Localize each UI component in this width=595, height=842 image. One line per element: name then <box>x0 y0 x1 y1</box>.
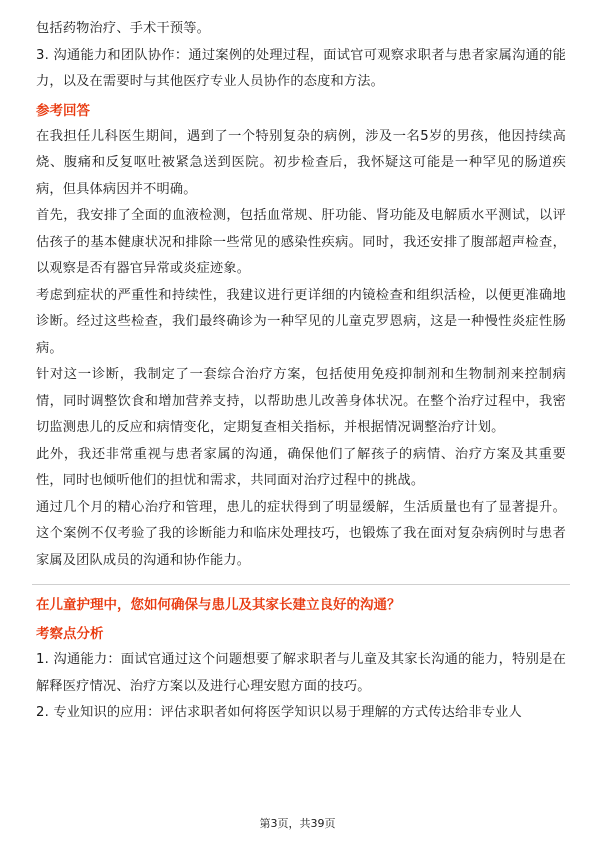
answer-paragraph: 此外，我还非常重视与患者家属的沟通，确保他们了解孩子的病情、治疗方案及其重要性，同时也倾听他们的担忧和需求，共同面对治疗过程中的挑战。 <box>36 446 566 488</box>
analysis-heading: 考察点分析 <box>36 626 104 642</box>
analysis-item: 2. 专业知识的应用：评估求职者如何将医学知识以易于理解的方式传达给非专业人 <box>36 705 522 720</box>
page-number: 第3页，共39页 <box>259 817 336 830</box>
answer-paragraph: 首先，我安排了全面的血液检测，包括血常规、肝功能、肾功能及电解质水平测试，以评估孩子的基本健康状况和排除一些常见的感染性疾病。同时，我还安排了腹部超声检查，以观察是否有器官异常或炎症迹象。 <box>36 208 566 276</box>
answer-heading: 参考回答 <box>36 102 90 119</box>
page-content <box>36 16 566 727</box>
question-title: 在儿童护理中，您如何确保与患儿及其家长建立良好的沟通？ <box>36 597 401 613</box>
analysis-item: 1. 沟通能力：面试官通过这个问题想要了解求职者与儿童及其家长沟通的能力，特别是在解释医疗情况、治疗方案以及进行心理安慰方面的技巧。 <box>36 652 566 694</box>
continued-line: 包括药物治疗、手术干预等。 <box>36 21 211 36</box>
answer-paragraph: 针对这一诊断，我制定了一套综合治疗方案，包括使用免疫抑制剂和生物制剂来控制病情，同时调整饮食和增加营养支持，以帮助患儿改善身体状况。在整个治疗过程中，我密切监测患儿的反应和病情变化，定期复查相关指标，并根据情况调整治疗计划。 <box>36 367 566 435</box>
section-divider <box>32 584 570 585</box>
answer-paragraph: 在我担任儿科医生期间，遇到了一个特别复杂的病例，涉及一名5岁的男孩，他因持续高烧、腹痛和反复呕吐被紧急送到医院。初步检查后，我怀疑这可能是一种罕见的肠道疾病，但具体病因并不明确。 <box>36 128 566 197</box>
answer-paragraph: 考虑到症状的严重性和持续性，我建议进行更详细的内镜检查和组织活检，以便更准确地诊断。经过这些检查，我们最终确诊为一种罕见的儿童克罗恩病，这是一种慢性炎症性肠病。 <box>36 287 566 356</box>
criteria-item-3: 3. 沟通能力和团队协作：通过案例的处理过程，面试官可观察求职者与患者家属沟通的能力，以及在需要时与其他医疗专业人员协作的态度和方法。 <box>36 47 566 89</box>
answer-paragraph: 通过几个月的精心治疗和管理，患儿的症状得到了明显缓解，生活质量也有了显著提升。这个案例不仅考验了我的诊断能力和临床处理技巧，也锻炼了我在面对复杂病例时与患者家属及团队成员的沟通和协作能力。 <box>36 499 566 568</box>
